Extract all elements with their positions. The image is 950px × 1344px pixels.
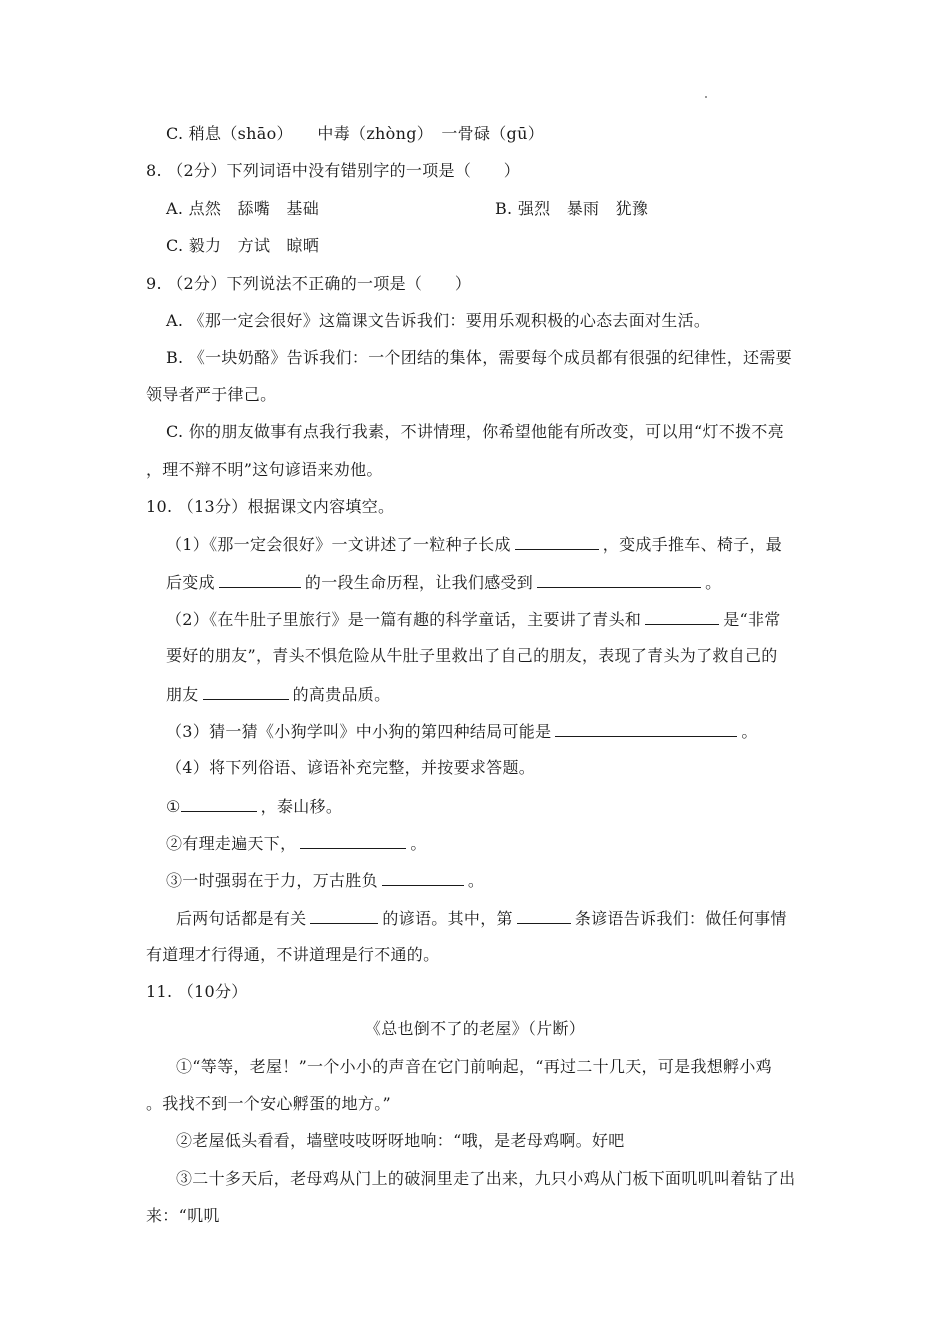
q10-part4: （4）将下列俗语、谚语补充完整，并按要求答题。 (166, 758, 536, 777)
q10-part1-text-d: 的一段生命历程，让我们感受到 (304, 573, 534, 592)
q8-option-a: A. 点然 舔嘴 基础 (166, 199, 320, 218)
q8-stem: 8. （2分）下列词语中没有错别字的一项是（ ） (146, 161, 521, 180)
saying-2-text: ②有理走遍天下， (166, 834, 297, 853)
q10-part1-text-e: 。 (705, 573, 722, 592)
q8-option-b: B. 强烈 暴雨 犹豫 (495, 199, 649, 218)
q10-stem: 10. （13分）根据课文内容填空。 (146, 497, 395, 516)
answer-blank[interactable] (645, 608, 719, 625)
q10-part2-text-e: 的高贵品质。 (292, 685, 391, 704)
saying-1 (166, 795, 342, 818)
q9-option-b-line1: B. 《一块奶酪》告诉我们：一个团结的集体，需要每个成员都有很强的纪律性，还需要 (166, 348, 792, 367)
q10-summary-text-b: 的谚语。其中，第 (382, 909, 513, 928)
q9-stem: 9. （2分）下列说法不正确的一项是（ ） (146, 274, 472, 293)
q10-summary-text-a: 后两句话都是有关 (176, 909, 307, 928)
q8-option-c: C. 毅力 方试 晾晒 (166, 236, 320, 255)
answer-blank[interactable] (555, 720, 737, 737)
q7-option-c: C. 稍息（shāo） 中毒（zhòng） 一骨碌（gū） (166, 124, 544, 143)
saying-3-text: ③一时强弱在于力，万古胜负 (166, 871, 378, 890)
answer-blank[interactable] (219, 571, 301, 588)
saying-3-end: 。 (467, 871, 485, 890)
passage-para1-line2: 。我找不到一个安心孵蛋的地方。” (146, 1094, 391, 1113)
q9-option-a: A. 《那一定会很好》这篇课文告诉我们：要用乐观积极的心态去面对生活。 (166, 311, 711, 330)
q10-part3 (166, 720, 758, 743)
q9-option-b-line2: 领导者严于律己。 (146, 385, 277, 404)
q10-summary-line2: 有道理才行得通，不讲道理是行不通的。 (146, 945, 440, 964)
passage-para2: ②老屋低头看看，墙壁吱吱呀呀地响：“哦，是老母鸡啊。好吧 (176, 1131, 625, 1150)
q10-part1-line1 (166, 533, 782, 556)
answer-blank[interactable] (382, 869, 464, 886)
q10-part2-line1 (166, 608, 781, 631)
passage-para1-line1: ①“等等，老屋！”一个小小的声音在它门前响起，“再过二十几天，可是我想孵小鸡 (176, 1057, 772, 1076)
answer-blank[interactable] (537, 571, 701, 588)
q9-option-c-line2: ，理不辩不明”这句谚语来劝他。 (146, 460, 383, 479)
passage-title: 《总也倒不了的老屋》（片断） (364, 1019, 586, 1038)
passage-para3-line1: ③二十多天后，老母鸡从门上的破洞里走了出来，九只小鸡从门板下面叽叽叫着钻了出 (176, 1169, 796, 1188)
answer-blank[interactable] (310, 907, 378, 924)
q10-part1-text-c: 后变成 (166, 573, 215, 592)
answer-blank[interactable] (300, 832, 406, 849)
saying-1-number: ① (166, 797, 181, 816)
q10-part2-line2: 要好的朋友”，青头不惧危险从牛肚子里救出了自己的朋友，表现了青头为了救自己的 (166, 646, 778, 665)
answer-blank[interactable] (181, 795, 257, 812)
answer-blank[interactable] (517, 907, 571, 924)
q11-stem: 11. （10分） (146, 982, 248, 1001)
saying-2 (166, 832, 427, 855)
passage-para3-line2: 来：“叽叽 (146, 1206, 220, 1225)
q10-part3-text-a: （3）猜一猜《小狗学叫》中小狗的第四种结局可能是 (166, 722, 552, 741)
q10-part1-text-b: ，变成手推车、椅子，最 (602, 535, 783, 554)
q10-summary-line1 (176, 907, 787, 930)
q10-part2-text-b: 是“非常 (723, 610, 781, 629)
q10-part3-text-b: 。 (741, 722, 758, 741)
saying-1-text: ，泰山移。 (260, 797, 343, 816)
q10-part2-text-a: （2）《在牛肚子里旅行》是一篇有趣的科学童话，主要讲了青头和 (166, 610, 642, 629)
q10-part2-text-d: 朋友 (166, 685, 199, 704)
saying-2-end: 。 (410, 834, 427, 853)
answer-blank[interactable] (203, 683, 289, 700)
q10-summary-text-c: 条谚语告诉我们：做任何事情 (574, 909, 787, 928)
q10-part1-text-a: （1）《那一定会很好》一文讲述了一粒种子长成 (166, 535, 511, 554)
page-speck (705, 96, 707, 98)
answer-blank[interactable] (515, 533, 599, 550)
q10-part2-line3 (166, 683, 390, 706)
q9-option-c-line1: C. 你的朋友做事有点我行我素，不讲情理，你希望他能有所改变，可以用“灯不拨不亮 (166, 422, 785, 441)
q10-part1-line2 (166, 571, 721, 594)
saying-3 (166, 869, 484, 892)
